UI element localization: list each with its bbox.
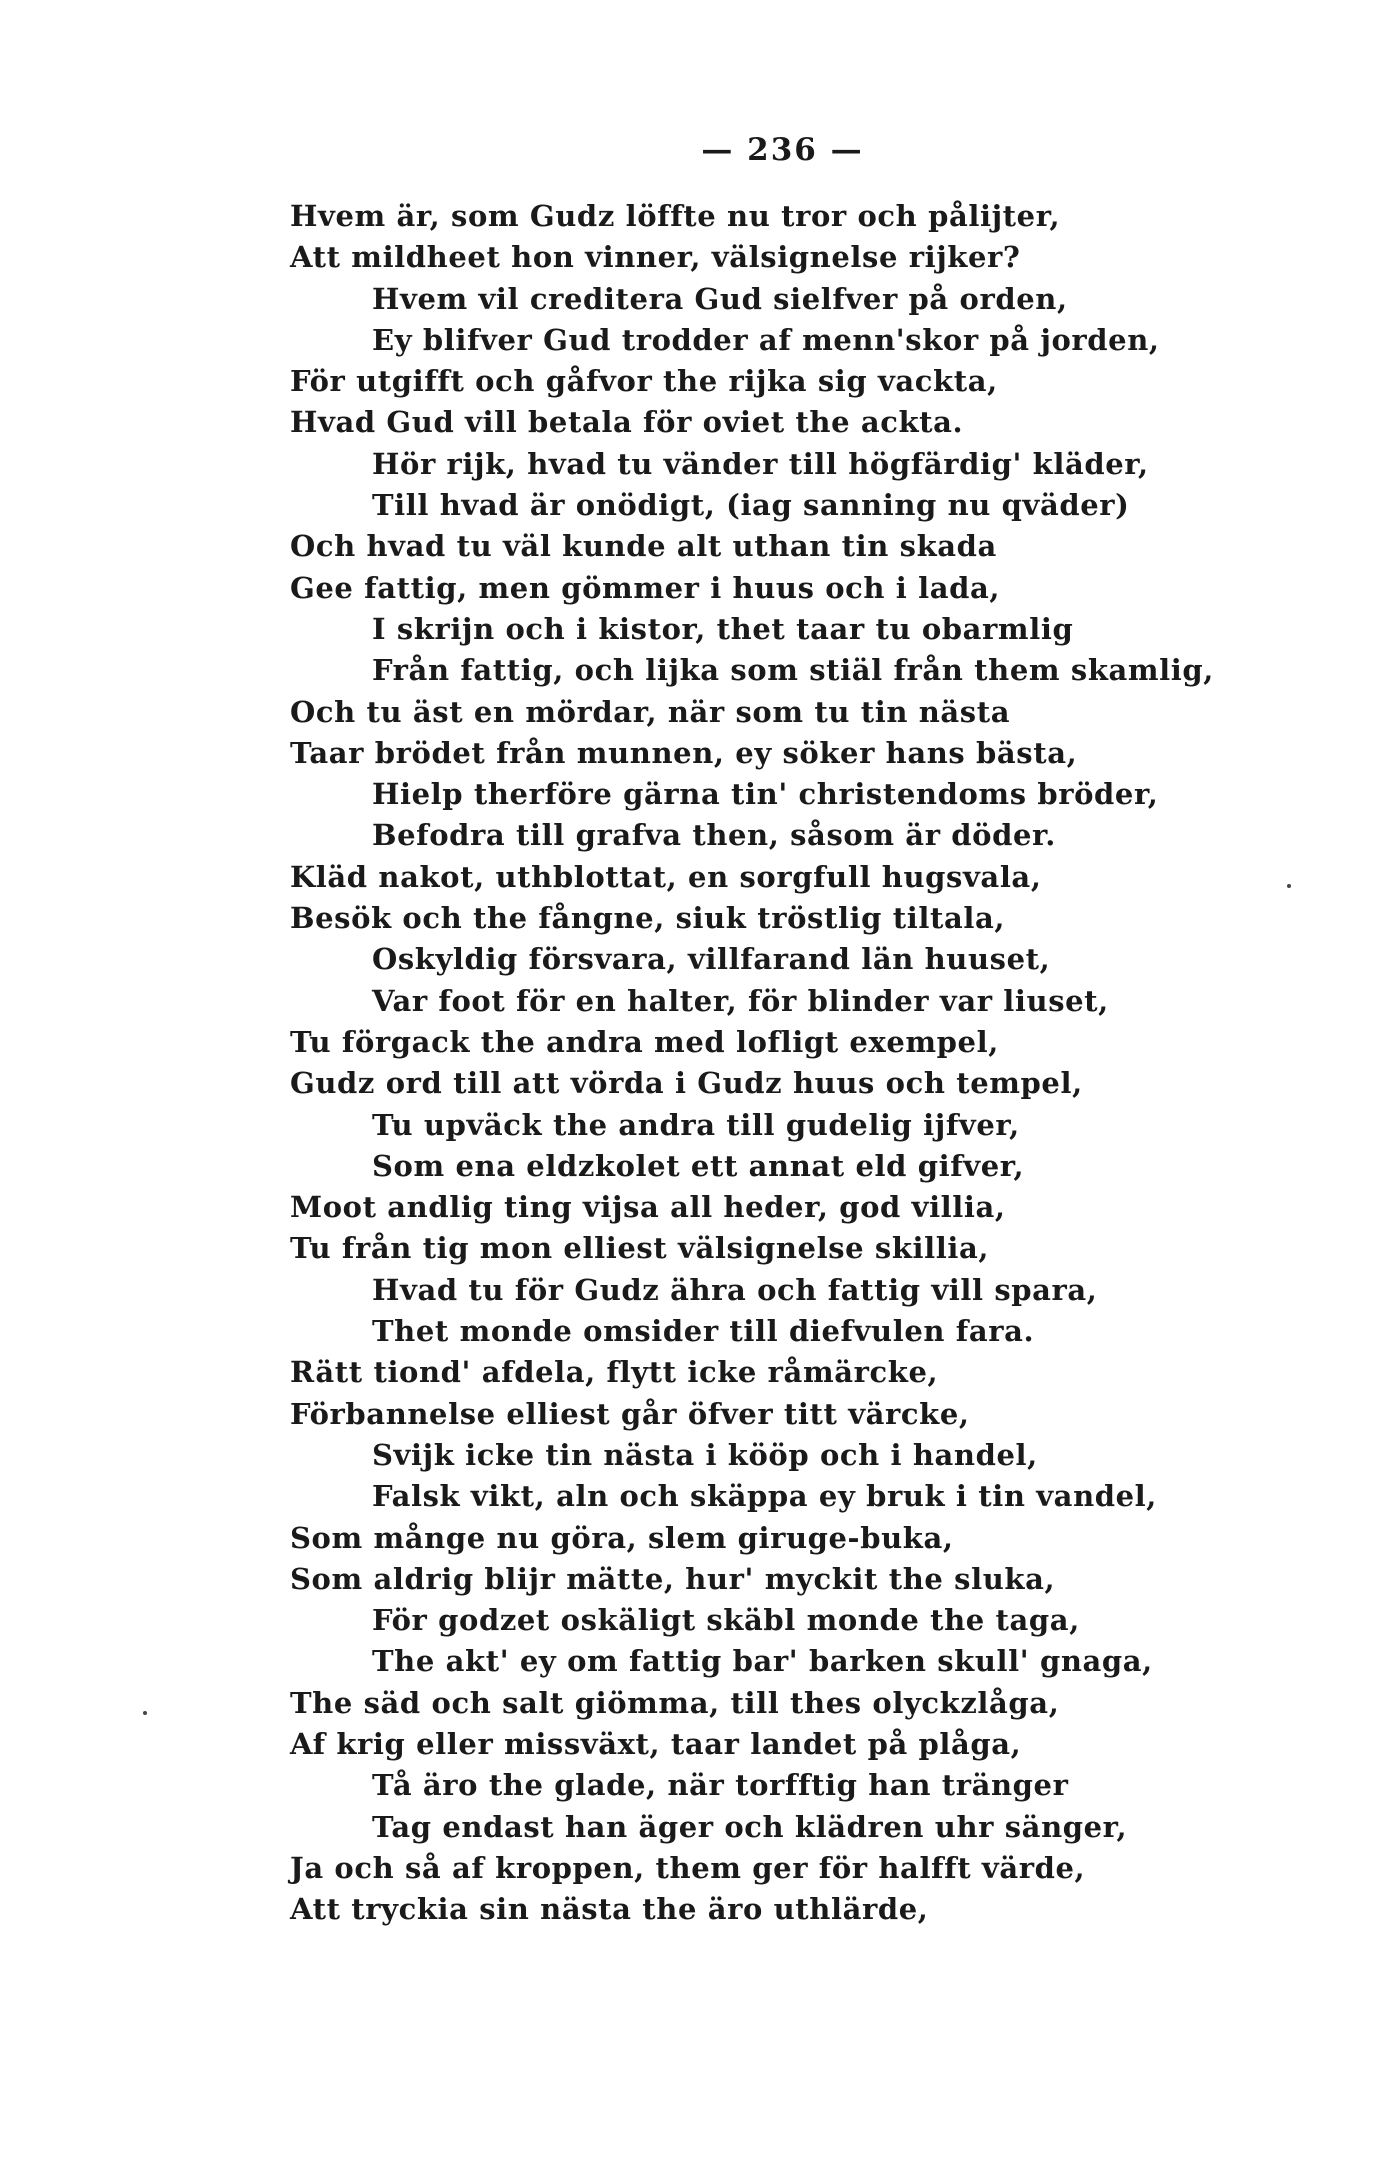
poem-line: Falsk vikt, aln och skäppa ey bruk i tin vandel, [372,1479,1157,1514]
poem-line: Var foot för en halter, för blinder var liuset, [372,983,1109,1018]
print-speck [1287,884,1291,888]
poem-line: Att mildheet hon vinner, välsignelse rijker? [290,240,1021,275]
poem-line: Till hvad är onödigt, (iag sanning nu qväder) [372,488,1130,523]
page-number: — 236 — [701,132,864,168]
poem-line: The säd och salt giömma, till thes olyckzlåga, [290,1685,1060,1720]
poem-line: Svijk icke tin nästa i kööp och i handel, [372,1437,1038,1472]
poem-text [290,196,1370,1930]
poem-line: Besök och the fångne, siuk tröstlig tiltala, [290,901,1006,936]
poem-line: Taar brödet från munnen, ey söker hans bästa, [290,735,1078,770]
poem-line: Hvad Gud vill betala för oviet the ackta. [290,405,964,440]
poem-line: Som månge nu göra, slem giruge-buka, [290,1520,954,1555]
poem-line: Som aldrig blijr mätte, hur' myckit the sluka, [290,1561,1056,1596]
poem-line: Hvem vil creditera Gud sielfver på orden, [372,281,1068,316]
poem-line: The akt' ey om fattig bar' barken skull' gnaga, [372,1644,1153,1679]
poem-line: Ja och så af kroppen, them ger för halfft värde, [290,1850,1086,1885]
poem-line: Från fattig, och lijka som stiäl från them skamlig, [372,653,1214,688]
poem-line: Hielp therföre gärna tin' christendoms bröder, [372,777,1159,812]
poem-line: Oskyldig försvara, villfarand län huuset, [372,942,1051,977]
poem-line: Tu förgack the andra med lofligt exempel, [290,1024,999,1059]
poem-line: För godzet oskäligt skäbl monde the taga, [372,1603,1080,1638]
poem-line: Ey blifver Gud trodder af menn'skor på jorden, [372,322,1160,357]
poem-line: För utgifft och gåfvor the rijka sig vackta, [290,364,998,399]
poem-line: Hör rijk, hvad tu vänder till högfärdig' kläder, [372,446,1149,481]
poem-line: Af krig eller missväxt, taar landet på plåga, [290,1726,1022,1761]
poem-line: Rätt tiond' afdela, flytt icke råmärcke, [290,1355,939,1390]
poem-line: Tu från tig mon elliest välsignelse skillia, [290,1231,990,1266]
print-speck [143,1711,147,1715]
poem-line: Förbannelse elliest går öfver titt värcke, [290,1396,970,1431]
poem-line: Och hvad tu väl kunde alt uthan tin skada [290,529,997,564]
poem-line: Gudz ord till att vörda i Gudz huus och tempel, [290,1066,1083,1101]
poem-line: Befodra till grafva then, såsom är döder. [372,818,1056,853]
poem-line: Tu upväck the andra till gudelig ijfver, [372,1107,1020,1142]
poem-line: Gee fattig, men gömmer i huus och i lada, [290,570,1001,605]
poem-line: Tå äro the glade, när torfftig han tränger [372,1768,1069,1803]
poem-line: I skrijn och i kistor, thet taar tu obarmlig [372,611,1074,646]
poem-line: Och tu äst en mördar, när som tu tin nästa [290,694,1011,729]
poem-line: Hvad tu för Gudz ähra och fattig vill spara, [372,1272,1098,1307]
poem-line: Thet monde omsider till diefvulen fara. [372,1314,1035,1349]
poem-line: Hvem är, som Gudz löffte nu tror och pålijter, [290,199,1061,233]
poem-line: Kläd nakot, uthblottat, en sorgfull hugsvala, [290,859,1042,894]
poem-line: Tag endast han äger och klädren uhr sänger, [372,1809,1128,1844]
poem-line: Som ena eldzkolet ett annat eld gifver, [372,1148,1025,1183]
poem-line: Moot andlig ting vijsa all heder, god villia, [290,1190,1006,1225]
poem-line: Att tryckia sin nästa the äro uthlärde, [290,1892,929,1927]
